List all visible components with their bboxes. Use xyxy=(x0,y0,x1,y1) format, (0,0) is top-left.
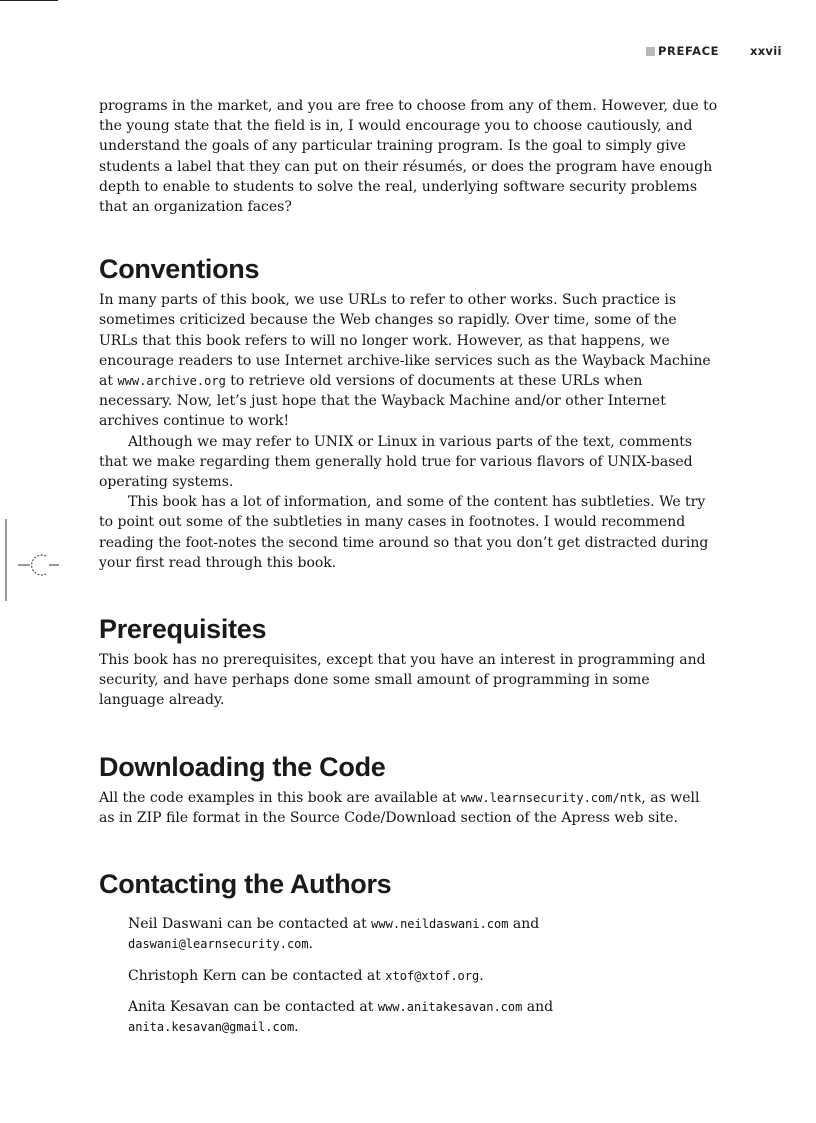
crop-line xyxy=(0,0,58,1)
text-span: to retrieve old versions of documents at these URLs when necessary. Now, let’s just hope that the Wayback Machine and/or other Internet archives continue to work! xyxy=(99,373,666,430)
neil-website-link[interactable]: www.neildaswani.com xyxy=(371,917,509,932)
conventions-paragraph-3: This book has a lot of information, and some of the content has subtleties. We try to point out some of the subtleties in many cases in footnotes. I would recommend reading the foot-notes the second time around so that you don’t get distracted during your first read through this book. xyxy=(99,494,709,571)
intro-paragraph: programs in the market, and you are free to choose from any of them. However, due to the young state that the field is in, I would encourage you to choose cautiously, and understand the goals of any particular training program. Is the goal to simply give students a label that they can put on their résumés, or does the program have enough depth to enable to students to solve the real, underlying software security problems that an organization faces? xyxy=(99,98,718,216)
christoph-email-link[interactable]: xtof@xtof.org xyxy=(385,968,480,983)
heading-downloading: Downloading the Code xyxy=(99,751,386,782)
heading-conventions: Conventions xyxy=(99,254,260,285)
text-span: . xyxy=(479,967,484,984)
conventions-paragraph-2: Although we may refer to UNIX or Linux in various parts of the text, comments that we make regarding them generally hold true for various flavors of UNIX-based operating systems. xyxy=(99,433,693,491)
anita-website-link[interactable]: www.anitakesavan.com xyxy=(377,1000,523,1015)
registration-mark-icon xyxy=(0,519,70,601)
neil-email-link[interactable]: daswani@learnsecurity.com xyxy=(128,937,309,952)
anita-email-link[interactable]: anita.kesavan@gmail.com xyxy=(128,1020,295,1035)
text-span: . xyxy=(294,1019,299,1036)
contact-christoph xyxy=(99,966,719,986)
page-body xyxy=(99,96,719,1049)
section-prerequisites xyxy=(99,614,719,711)
contact-anita xyxy=(99,997,719,1037)
text-span: Christoph Kern can be contacted at xyxy=(128,967,386,984)
archive-link[interactable]: www.archive.org xyxy=(117,374,226,389)
text-span: and xyxy=(522,999,554,1016)
contact-neil xyxy=(99,914,719,954)
heading-prerequisites: Prerequisites xyxy=(99,614,267,645)
text-span: , as well as in ZIP file format in the Source Code/Download section of the Apress web site. xyxy=(99,789,700,826)
header-square-icon xyxy=(646,47,655,56)
text-span: . xyxy=(308,936,314,953)
text-span: Neil Daswani can be contacted at xyxy=(128,916,372,933)
text-span: and xyxy=(508,916,540,933)
download-link[interactable]: www.learnsecurity.com/ntk xyxy=(460,790,642,805)
running-header xyxy=(646,44,782,60)
text-span: All the code examples in this book are available at xyxy=(99,789,461,806)
contact-list xyxy=(99,914,719,1037)
conventions-paragraph-1 xyxy=(99,290,719,431)
section-contacting xyxy=(99,869,719,1037)
section-conventions xyxy=(99,254,719,573)
header-section: PREFACE xyxy=(658,44,720,58)
text-span: Anita Kesavan can be contacted at xyxy=(128,999,378,1016)
heading-contacting: Contacting the Authors xyxy=(99,869,392,900)
section-downloading xyxy=(99,752,719,828)
text-span: In many parts of this book, we use URLs to refer to other works. Such practice is sometimes criticized because the Web changes so rapidly. Over time, some of the URLs that this book refers to will no longer work. However, as that happens, we encourage readers to use Internet archive-like services such as the Wayback Machine at xyxy=(99,292,711,390)
downloading-paragraph xyxy=(99,788,719,828)
page-number: xxvii xyxy=(750,44,782,58)
prerequisites-paragraph: This book has no prerequisites, except that you have an interest in programming and security, and have perhaps done some small amount of programming in some language already. xyxy=(99,652,706,709)
